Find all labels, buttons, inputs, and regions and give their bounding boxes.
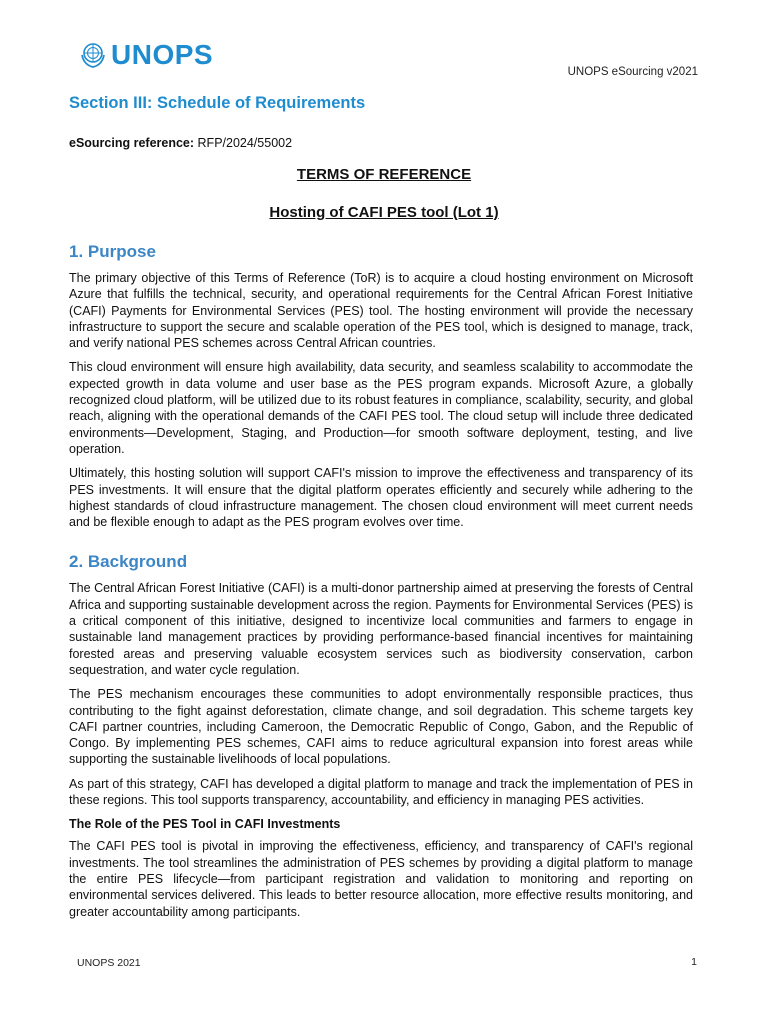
footer-copyright: UNOPS 2021 xyxy=(77,957,141,969)
pes-tool-paragraph: The CAFI PES tool is pivotal in improving the effectiveness, efficiency, and transparency of CAFI's regional investments. The tool streamlines the administration of PES schemes by providing a digital platform to manage the entire PES lifecycle—from participant registration and validation to monitoring and reporting on environmental services delivered. This leads to better resource allocation, more effective results monitoring, and greater accountability among participants. xyxy=(69,839,693,919)
logo-wordmark: UNOPS xyxy=(111,39,214,70)
tor-title: TERMS OF REFERENCE xyxy=(296,166,472,183)
doc-version: UNOPS eSourcing v2021 xyxy=(567,66,698,78)
page-number: 1 xyxy=(691,956,697,968)
purpose-heading: 1. Purpose xyxy=(69,242,156,261)
background-paragraph: The PES mechanism encourages these communities to adopt environmentally responsible practices, thus contributing to the fight against deforestation, climate change, and soil degradation. This scheme targets key CAFI partner countries, including Cameroon, the Democratic Republic of Congo, Gabon, and the Republic of Congo. By implementing PES schemes, CAFI aims to reduce agricultural expansion into forest areas while supporting the sustainable livelihoods of local populations. xyxy=(69,687,693,767)
pes-tool-subheading: The Role of the PES Tool in CAFI Investments xyxy=(69,817,341,832)
background-paragraph: As part of this strategy, CAFI has developed a digital platform to manage and track the implementation of PES in these regions. This tool supports transparency, accountability, and efficiency in managing PES activities. xyxy=(69,776,693,808)
reference-value: RFP/2024/55002 xyxy=(197,136,293,150)
background-heading: 2. Background xyxy=(69,552,188,572)
unops-logo xyxy=(78,40,213,70)
purpose-paragraph: Ultimately, this hosting solution will support CAFI's mission to improve the effectiveness and transparency of its PES investments. It will ensure that the digital platform operates efficiently and securely while adhering to the highest standards of cloud infrastructure management. The chosen cloud environment will meet current needs and be flexible enough to adapt as the PES program evolves over time. xyxy=(69,466,693,530)
section-title: Section III: Schedule of Requirements xyxy=(69,94,366,112)
purpose-paragraph: The primary objective of this Terms of Reference (ToR) is to acquire a cloud hosting environment on Microsoft Azure that fulfills the technical, security, and operational requirements for the Central African Forest Initiative (CAFI) Payments for Environmental Services (PES) tool. The hosting environment will provide the necessary infrastructure to support the secure and scalable operation of the PES tool, which is designed to manage, track, and verify national PES schemes across Central African countries. xyxy=(69,271,693,351)
purpose-paragraph: This cloud environment will ensure high availability, data security, and seamless scalability to accommodate the expected growth in data volume and user base as the PES program expands. Microsoft Azure, a globally recognized cloud platform, will be utilized due to its robust features in compliance, scalability, security, and global reach, aligning with the operational demands of the CAFI PES tool. The cloud setup will include three dedicated environments—Development, Staging, and Production—for smooth software deployment, testing, and live operation. xyxy=(69,360,693,456)
background-paragraph: The Central African Forest Initiative (CAFI) is a multi-donor partnership aimed at preserving the forests of Central Africa and supporting sustainable development across the region. Payments for Environmental Services (PES) is a critical component of this initiative, designed to incentivize local communities and farmers to engage in sustainable land management practices by providing performance-based financial incentives for maintaining forested areas and preserving valuable ecosystem services such as biodiversity conservation, carbon sequestration, and water cycle regulation. xyxy=(69,581,693,677)
un-emblem-icon xyxy=(78,40,108,70)
tor-subtitle: Hosting of CAFI PES tool (Lot 1) xyxy=(269,204,499,221)
esourcing-reference xyxy=(69,136,292,150)
document-body xyxy=(69,242,693,928)
reference-label: eSourcing reference: xyxy=(69,136,195,150)
